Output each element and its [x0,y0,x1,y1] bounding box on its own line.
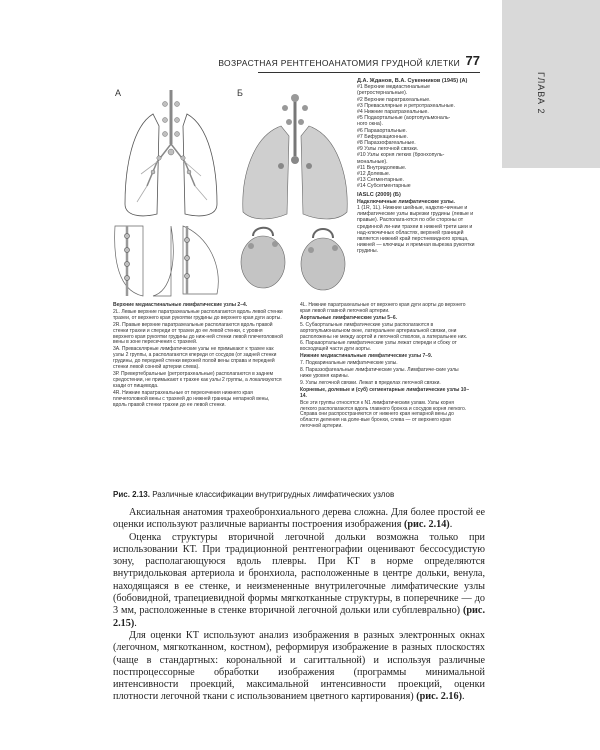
legend-item: #14 Субсегментарные [357,183,411,190]
legend-item: #7 Бифуркационные. [357,133,408,140]
paragraph-tail: . [449,519,453,531]
caption-heading: Корневые, долевые и (суб) сегментарные лимфатические узлы 10–14. [300,386,470,399]
caption-paragraph: 3Р. Превертебральные (ретротрахеальные) располагаются в заднем средостении, не примыкают к трахее как узлы 2 группы, а локализуются кзади от пищевода. [113,370,282,389]
caption-paragraph: 7. Подкаринальные лимфатические узлы. [300,360,398,367]
figure-caption-label: Рис. 2.13. [113,490,150,499]
caption-heading: Нижние медиастинальные лимфатические узлы 7–9. [300,353,433,360]
legend-item: #6 Парааортальные. [357,127,407,134]
caption-paragraph: 5. Субаортальные лимфатические узлы располагаются в аортопульмональном окне, латеральнее артериальной связки, они расположены не между аортой и легочной стволом, а латеральнее них. [300,321,468,340]
legend-item: #5 Подаортальные (аортопульмональ- [357,115,451,122]
legend-item: #8 Параэзофагеальные. [357,140,416,147]
panel-a-detail-diagrams [115,226,219,296]
caption-paragraph: 4R. Нижние паратрахеальные от пересечения нижнего края плечеголовной вены с трахеей до нижней границы непарной вены, вдоль правой стенки трахеи до ее левой стенки. [113,389,270,408]
caption-paragraph: 2R. Правые верхние паратрахеальные располагаются вдоль правой стенки трахеи и спереди от трахеи до ее левой стенки, с уровня верхнего края рукоятки грудины до ниж-ней стенки левой плечеголовной вены в зоне пересечения с трахеей. [113,321,283,346]
legend-item: #4 Нижние паратрахеальные. [357,109,429,116]
body-paragraph [113,630,485,704]
paragraph-text: Оценка структуры вторичной легочной дольки возможна только при использовании КТ. При традиционной рентгенографии оценивают бессосудистую зону, располагающуюся вдоль плевры. При КТ в норме определяются внутридольковая артериола и бронхиола, расположенные в центре дольки, венула, находящаяся в ее стенке, и неизмененные внутрилегочные лимфатические узлы (бобовидной, трапециевидной формы мягкотканные структуры, в поперечнике — до 3 мм, расположенные в стенке вторичной легочной дольки или субплевральнo) [113,531,485,617]
chapter-label: ГЛАВА 2 [536,72,546,115]
caption-paragraph: 3А. Превасклярные лимфатические узлы не примыкают к трахее как узлы 2 группы, а располагаются кпереди от сосудов (от задней стенки грудины, до передней стенки верхней полой вены справа и передней стенки левой сонной артерии слева). [113,346,277,371]
paragraph-text: Для оценки КТ используют анализ изображения в разных электронных окнах (легочном, мягкотканном, костном), реформируя изображение в разных плоскостях (чаще в стандартных: корональной и сагиттальной) и используя различные постпроцессорные обработки изображения (программы минимальной интенсивности проекций, максимальной интенсивности проекций, оценки плотности легочной ткани с использованием цветного картирования) [113,629,485,703]
page-number: 77 [465,53,480,68]
legend-item: ного окна). [357,121,383,128]
caption-paragraph: 6. Парааортальные лимфатические узлы лежат спереди и сбоку от восходящей части дуги аорты. [300,340,457,353]
caption-heading: Аортальные лимфатические узлы 5–6. [300,314,397,321]
body-paragraph [113,532,485,630]
figure-reference: (рис. 2.15) [113,605,485,629]
caption-paragraph: 4L. Нижние паратрахеальные от верхнего края дуги аорты до верхнего края левой главной легочной артерии. [300,302,466,314]
body-paragraph [113,507,485,532]
legend-item: #1 Верхние медиастинальные [357,84,431,91]
caption-paragraph: Все эти группы относятся к N1 лимфатическим узлам. Узлы корня легкого располагаются вдоль главного бронха и сосудов корня легкого. Справа они распространяются от нижнего края непарной вены до области деления на доле-вые бронхи, слева — от верхнего края легочной артерии. [300,399,467,430]
lymph-node-illustration [113,86,353,302]
figure-reference: (рис. 2.14) [403,519,450,531]
caption-paragraph: 9. Узлы легочной связки. Лежат в пределах легочной связки. [300,379,441,386]
legend-item: #10 Узлы корня легких (бронхопуль- [357,152,445,159]
legend-iaslc-subtitle: Надключичные лимфатические узлы. [357,198,455,205]
paragraph-text: Аксиальная анатомия трахеобронхиального дерева сложна. Для более простой ее оценки используют различные варианты построения изображения [113,507,485,531]
caption-heading: Верхние медиастинальные лимфатические узлы 2–4. [113,302,248,308]
legend-item: #9 Узлы легочной связки. [357,146,419,153]
legend-iaslc-title: IASLC (2009) (Б) [357,191,401,198]
legend-title: Д.А. Жданов, В.А. Сукенников (1945) (А) [357,78,468,84]
legend-item: #11 Внутридолевые. [357,164,407,171]
figure-caption-text: Различные классификации внутригрудных лимфатических узлов [152,490,395,499]
panel-b-label: Б [237,88,243,98]
running-header [218,53,480,73]
caption-paragraph: 2L. Левые верхние паратрахеальные располагаются вдоль левой стенки трахеи, от верхнего края рукоятки грудины до верхнего края дуги аорты. [113,308,283,321]
figure-legend [357,78,481,255]
header-title: ВОЗРАСТНАЯ РЕНТГЕНОАНАТОМИЯ ГРУДНОЙ КЛЕТКИ [218,58,460,68]
figure-lymph-nodes [113,86,353,302]
body-text [113,507,485,704]
caption-left-column [113,303,283,409]
legend-iaslc-text: 1 (1R, 1L). Нижние шейные, надклю-чичные и лимфатические узлы вырезки грудины (левые и правые). Располага-ются по обе стороны от срединной ли-нии трахеи в нижней трети шеи и над-ключичных областях, верхней границей является нижний край перстневидного хряща, нижней — ключицы и яремная вырезка рукоятки грудины. [357,205,475,255]
legend-item: (ретростернальные). [357,90,408,97]
legend-item: мональные). [357,158,388,165]
chapter-side-tab [502,0,600,168]
legend-item: #12 Долевые. [357,171,391,178]
caption-paragraph: 8. Параэзофагеальные лимфатические узлы. Лимфатиче-ские узлы ниже уровня карины. [300,367,459,379]
panel-b-heart-models [241,228,345,290]
caption-right-column [300,303,470,431]
figure-reference: (рис. 2.16) [416,691,462,703]
panel-a-label: А [115,88,122,98]
legend-item: #3 Превасклярные и ретротрахеальные. [357,102,455,109]
panel-b-lungs [243,94,347,219]
paragraph-tail: . [134,617,137,629]
figure-caption [113,490,483,499]
legend-item: #13 Сегментарные. [357,177,404,184]
legend-item: #2 Верхние паратрахеальные. [357,96,431,103]
paragraph-tail: . [461,691,465,703]
